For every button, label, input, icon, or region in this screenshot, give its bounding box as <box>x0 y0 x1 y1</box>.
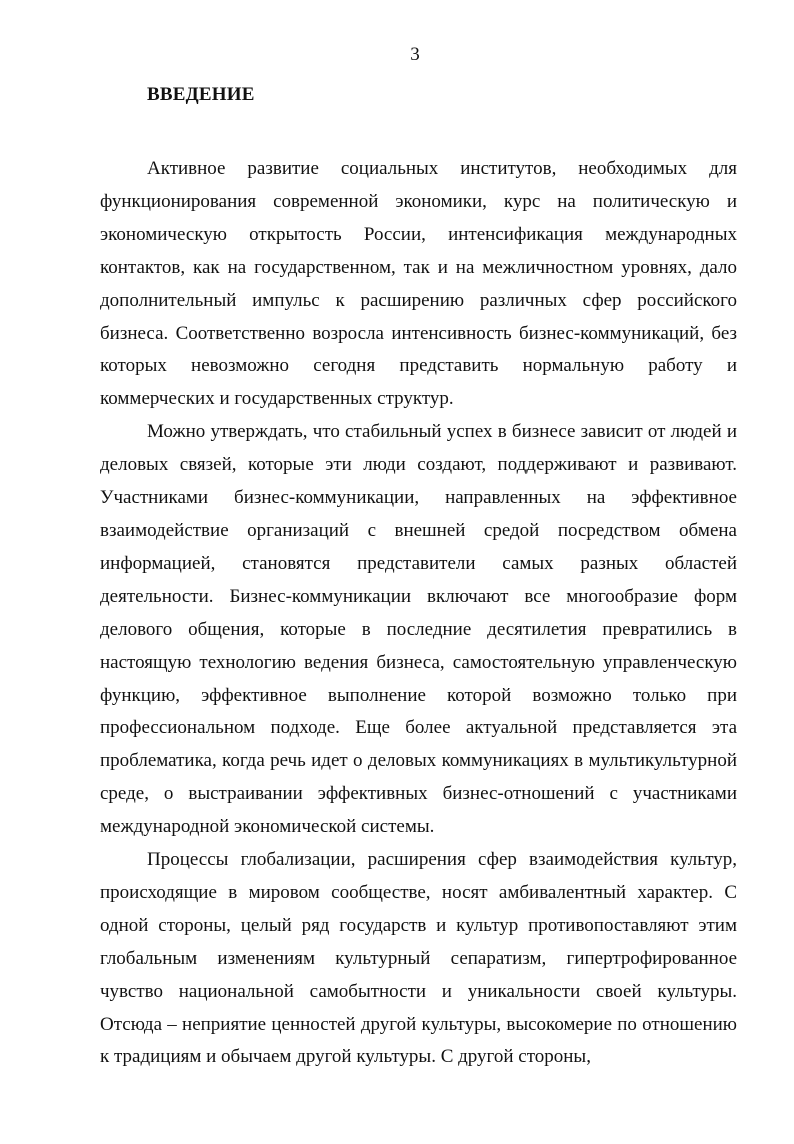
paragraph: Можно утверждать, что стабильный успех в бизнесе зависит от людей и деловых связей, которые эти люди создают, поддерживают и развивают. Участниками бизнес-коммуникации, направленных на эффективное взаимодействие организаций с внешней средой посредством обмена информацией, становятся представители самых разных областей деятельности. Бизнес-коммуникации включают все многообразие форм делового общения, которые в последние десятилетия превратились в настоящую технологию ведения бизнеса, самостоятельную управленческую функцию, эффективное выполнение которой возможно только при профессиональном подходе. Еще более актуальной представляется эта проблематика, когда речь идет о деловых коммуникациях в мультикультурной среде, о выстраивании эффективных бизнес-отношений с участниками международной экономической системы. <box>100 421 737 838</box>
page-heading: ВВЕДЕНИЕ <box>147 84 255 105</box>
document-body <box>100 153 737 1074</box>
paragraph: Процессы глобализации, расширения сфер взаимодействия культур, происходящие в мировом сообществе, носят амбивалентный характер. С одной стороны, целый ряд государств и культур противопоставляют этим глобальным изменениям культурный сепаратизм, гипертрофированное чувство национальной самобытности и уникальности своей культуры. Отсюда – неприятие ценностей другой культуры, высокомерие по отношению к традициям и обычаем другой культуры. С другой стороны, <box>100 849 737 1068</box>
paragraph: Активное развитие социальных институтов, необходимых для функционирования современной экономики, курс на политическую и экономическую открытость России, интенсификация международных контактов, как на государственном, так и на межличностном уровнях, дало дополнительный импульс к расширению различных сфер российского бизнеса. Соответственно возросла интенсивность бизнес-коммуникаций, без которых невозможно сегодня представить нормальную работу и коммерческих и государственных структур. <box>100 158 737 410</box>
page-number: 3 <box>410 44 420 65</box>
